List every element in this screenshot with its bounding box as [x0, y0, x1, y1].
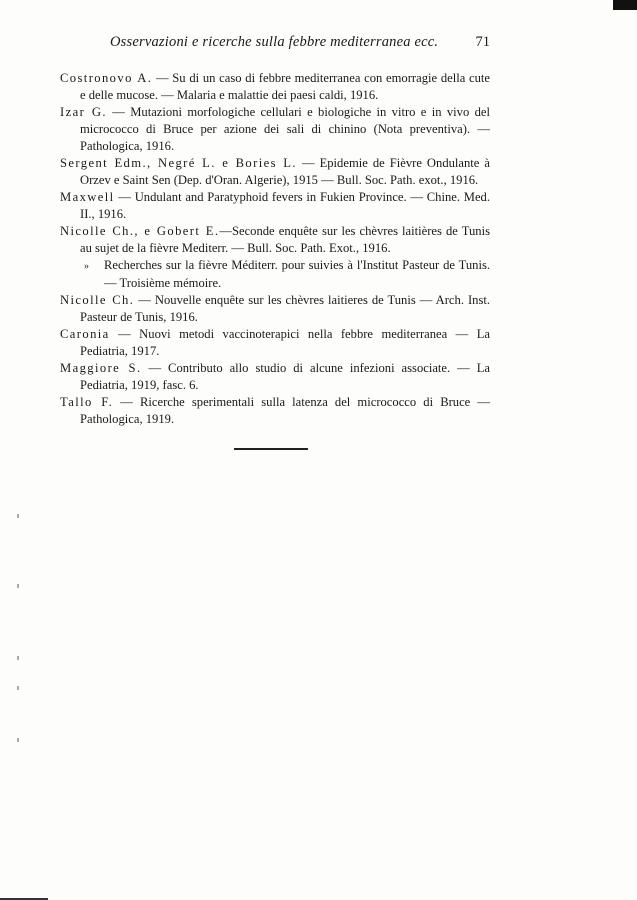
- reference-item: [60, 292, 490, 326]
- reference-text: — Su di un caso di febbre mediterranea con emorragie della cute e delle mucose. — Malaria e malattie dei paesi caldi, 1916.: [80, 71, 490, 102]
- reference-item: [60, 189, 490, 223]
- scan-edge-mark: [17, 514, 19, 518]
- section-end-rule: [234, 448, 308, 450]
- reference-item: [60, 223, 490, 257]
- reference-item-ditto: [60, 257, 490, 292]
- reference-text: — Contributo allo studio di alcune infezioni associate. — La Pediatria, 1919, fasc. 6.: [80, 361, 490, 392]
- scan-edge-mark: [17, 738, 19, 742]
- reference-author: Caronia: [60, 327, 110, 341]
- scan-edge-mark: [17, 686, 19, 690]
- reference-list: [60, 70, 490, 428]
- reference-author: Nicolle Ch., e Gobert E.: [60, 224, 220, 238]
- reference-item: [60, 394, 490, 428]
- reference-author: Tallo F.: [60, 395, 114, 409]
- reference-item: [60, 326, 490, 360]
- reference-text: —Seconde enquête sur les chèvres laitières de Tunis au sujet de la fièvre Mediterr. — Bull. Soc. Path. Exot., 1916.: [80, 224, 490, 255]
- reference-item: [60, 70, 490, 104]
- reference-text: — Ricerche sperimentali sulla latenza del micrococco di Bruce — Pathologica, 1919.: [80, 395, 490, 426]
- reference-text: — Epidemie de Fièvre Ondulante à Orzev e Saint Sen (Dep. d'Oran. Algerie), 1915 — Bull. Soc. Path. exot., 1916.: [80, 156, 490, 187]
- running-head: Osservazioni e ricerche sulla febbre mediterranea ecc.: [110, 34, 439, 50]
- reference-author: Maxwell: [60, 190, 115, 204]
- reference-author: Sergent Edm., Negré L. e Bories L.: [60, 156, 297, 170]
- scan-edge-mark: [17, 656, 19, 660]
- page-number: 71: [475, 34, 490, 50]
- scan-edge-mark: [17, 584, 19, 588]
- scan-corner-mark: [613, 0, 637, 10]
- reference-text: — Mutazioni morfologiche cellulari e biologiche in vitro e in vivo del micrococco di Bruce per azione dei sali di chinino (Nota preventiva). — Pathologica, 1916.: [80, 105, 490, 153]
- reference-author: Izar G.: [60, 105, 107, 119]
- page-header: [60, 34, 490, 54]
- reference-text: Recherches sur la fièvre Méditerr. pour suivies à l'Institut Pasteur de Tunis. — Troisième mémoire.: [104, 258, 490, 290]
- reference-author: Costronovo A.: [60, 71, 153, 85]
- reference-author: Nicolle Ch.: [60, 293, 135, 307]
- reference-item: [60, 155, 490, 189]
- ditto-mark: »: [84, 261, 89, 272]
- reference-text: — Undulant and Paratyphoid fevers in Fukien Province. — Chine. Med. II., 1916.: [80, 190, 490, 221]
- reference-item: [60, 360, 490, 394]
- reference-text: — Nouvelle enquête sur les chèvres laitieres de Tunis — Arch. Inst. Pasteur de Tunis, 1916.: [80, 293, 490, 324]
- reference-author: Maggiore S.: [60, 361, 142, 375]
- reference-text: — Nuovi metodi vaccinoterapici nella febbre mediterranea — La Pediatria, 1917.: [80, 327, 490, 358]
- reference-item: [60, 104, 490, 155]
